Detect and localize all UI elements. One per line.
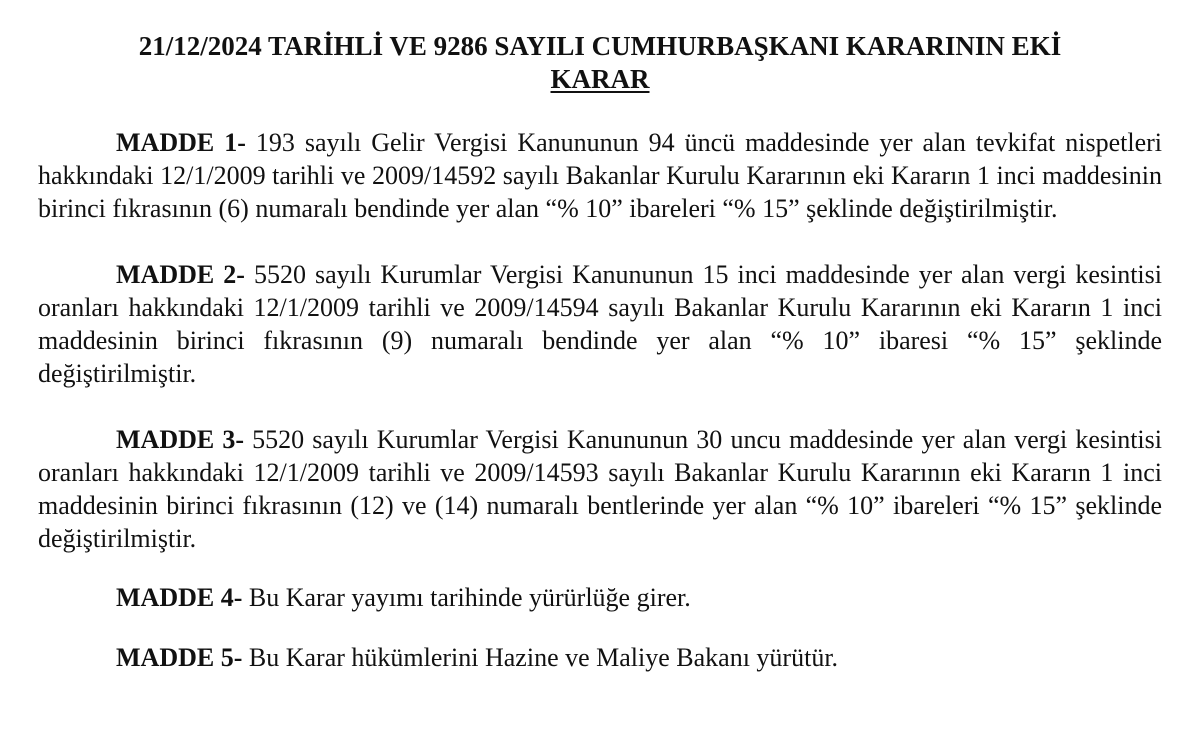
article-4 xyxy=(38,581,1162,614)
article-2-text: 5520 sayılı Kurumlar Vergisi Kanununun 15 inci maddesinde yer alan vergi kesintisi oranları hakkındaki 12/1/2009 tarihli ve 2009/14594 sayılı Bakanlar Kurulu Kararının eki Kararın 1 inci maddesinin birinci fıkrasının (9) numaralı bendinde yer alan “% 10” ibaresi “% 15” şeklinde değiştirilmiştir. xyxy=(38,260,1162,388)
article-3-text: 5520 sayılı Kurumlar Vergisi Kanununun 30 uncu maddesinde yer alan vergi kesintisi oranları hakkındaki 12/1/2009 tarihli ve 2009/14593 sayılı Bakanlar Kurulu Kararının eki Kararın 1 inci maddesinin birinci fıkrasının (12) ve (14) numaralı bentlerinde yer alan “% 10” ibareleri “% 15” şeklinde değiştirilmiştir. xyxy=(38,425,1162,553)
article-5 xyxy=(38,641,1162,674)
article-5-text: Bu Karar hükümlerini Hazine ve Maliye Bakanı yürütür. xyxy=(248,643,839,672)
article-4-label: MADDE 4- xyxy=(116,583,243,612)
article-4-text: Bu Karar yayımı tarihinde yürürlüğe girer. xyxy=(248,583,691,612)
article-1 xyxy=(38,126,1162,225)
article-3 xyxy=(38,423,1162,555)
document-page xyxy=(38,30,1162,674)
document-subtitle-text: KARAR xyxy=(550,64,650,94)
article-1-label: MADDE 1- xyxy=(116,128,246,157)
article-5-label: MADDE 5- xyxy=(116,643,243,672)
article-1-text: 193 sayılı Gelir Vergisi Kanununun 94 üncü maddesinde yer alan tevkifat nispetleri hakkındaki 12/1/2009 tarihli ve 2009/14592 sayılı Bakanlar Kurulu Kararının eki Kararın 1 inci maddesinin birinci fıkrasının (6) numaralı bendinde yer alan “% 10” ibareleri “% 15” şeklinde değiştirilmiştir. xyxy=(38,128,1162,223)
document-subtitle xyxy=(38,63,1162,96)
article-3-label: MADDE 3- xyxy=(116,425,245,454)
article-2 xyxy=(38,258,1162,390)
document-title: 21/12/2024 TARİHLİ VE 9286 SAYILI CUMHURBAŞKANI KARARININ EKİ xyxy=(138,31,1062,61)
article-2-label: MADDE 2- xyxy=(116,260,245,289)
